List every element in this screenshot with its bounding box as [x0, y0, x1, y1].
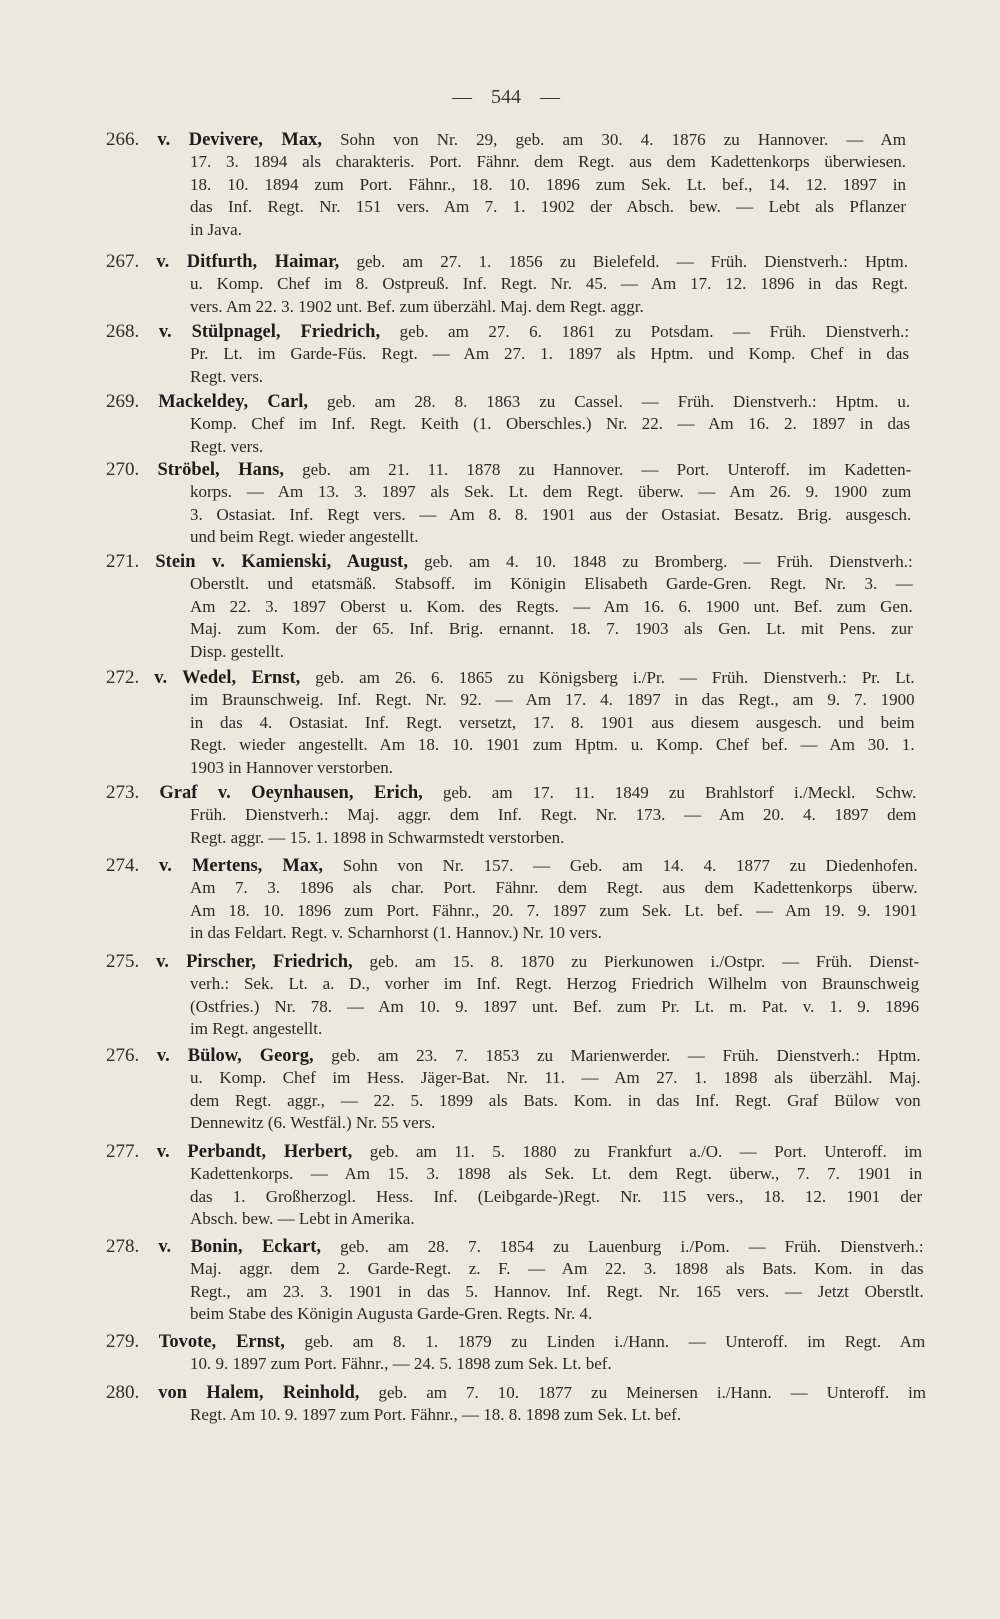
entry-first-line: [106, 129, 906, 151]
register-entry: [106, 251, 908, 318]
entry-number: 270.: [106, 459, 140, 480]
register-entry: [106, 551, 913, 663]
entry-text: geb. am 15. 8. 1870 zu Pierkunowen i./Ostpr. — Früh. Dienst-: [369, 952, 920, 971]
entry-number: 268.: [106, 321, 140, 342]
entry-line: Regt. vers.: [190, 436, 264, 456]
register-entry: [106, 459, 911, 549]
entry-line: in Java.: [190, 219, 242, 239]
entry-line: Regt. aggr. — 15. 1. 1898 in Schwarmstedt verstorben.: [190, 827, 565, 847]
entry-name: Tovote, Ernst,: [158, 1332, 285, 1352]
entry-first-line: [106, 251, 908, 273]
entry-line: verh.: Sek. Lt. a. D., vorher im Inf. Regt. Herzog Friedrich Wilhelm von Braunschweig: [190, 974, 920, 994]
entry-line: u. Komp. Chef im 8. Ostpreuß. Inf. Regt. Nr. 45. — Am 17. 12. 1896 in das Regt.: [190, 274, 908, 294]
entry-name: v. Devivere, Max,: [157, 130, 322, 150]
register-entry: [106, 782, 916, 849]
entry-name: v. Stülpnagel, Friedrich,: [158, 322, 381, 342]
entry-line: das Inf. Regt. Nr. 151 vers. Am 7. 1. 1902 der Absch. bew. — Lebt als Pflanzer: [190, 197, 906, 217]
entry-line: Maj. zum Kom. der 65. Inf. Brig. ernannt. 18. 7. 1903 als Gen. Lt. mit Pens. zur: [190, 619, 913, 639]
entry-line: Früh. Dienstverh.: Maj. aggr. dem Inf. Regt. Nr. 173. — Am 20. 4. 1897 dem: [190, 805, 917, 825]
register-entry: [106, 667, 915, 779]
entry-first-line: [106, 459, 911, 481]
entry-number: 274.: [106, 855, 140, 876]
entry-name: Graf v. Oeynhausen, Erich,: [159, 783, 423, 803]
entry-name: v. Bonin, Eckart,: [158, 1237, 322, 1257]
entry-number: 272.: [106, 667, 140, 688]
entry-first-line: [106, 1382, 926, 1404]
entry-text: Sohn von Nr. 29, geb. am 30. 4. 1876 zu Hannover. — Am: [340, 130, 907, 149]
entry-name: von Halem, Reinhold,: [158, 1383, 360, 1403]
entry-line: dem Regt. aggr., — 22. 5. 1899 als Bats. Kom. in das Inf. Regt. Graf Bülow von: [190, 1090, 921, 1110]
entry-line: Am 22. 3. 1897 Oberst u. Kom. des Regts. — Am 16. 6. 1900 unt. Bef. zum Gen.: [190, 596, 913, 616]
register-entry: [106, 855, 918, 945]
entry-number: 269.: [106, 391, 140, 412]
entry-name: v. Perbandt, Herbert,: [156, 1142, 353, 1162]
entry-line: vers. Am 22. 3. 1902 unt. Bef. zum überzähl. Maj. dem Regt. aggr.: [190, 296, 644, 316]
register-entry: [106, 951, 919, 1041]
entry-line: in das Feldart. Regt. v. Scharnhorst (1. Hannov.) Nr. 10 vers.: [190, 923, 602, 943]
entry-line: korps. — Am 13. 3. 1897 als Sek. Lt. dem Regt. überw. — Am 26. 9. 1900 zum: [190, 482, 912, 502]
entry-line: in das 4. Ostasiat. Inf. Regt. versetzt, 17. 8. 1901 aus diesem ausgesch. und beim: [190, 712, 915, 732]
entry-name: v. Bülow, Georg,: [156, 1046, 314, 1066]
entry-text: geb. am 28. 8. 1863 zu Cassel. — Früh. Dienstverh.: Hptm. u.: [326, 392, 911, 411]
register-entry: [106, 129, 906, 241]
entry-number: 275.: [106, 951, 140, 972]
entry-name: v. Ditfurth, Haimar,: [156, 252, 340, 272]
entry-name: v. Pirscher, Friedrich,: [156, 952, 353, 972]
entry-text: Sohn von Nr. 157. — Geb. am 14. 4. 1877 zu Diedenhofen.: [342, 856, 918, 875]
entry-text: geb. am 23. 7. 1853 zu Marienwerder. — Früh. Dienstverh.: Hptm.: [331, 1046, 921, 1065]
entry-line: 1903 in Hannover verstorben.: [190, 757, 394, 777]
entry-line: Maj. aggr. dem 2. Garde-Regt. z. F. — Am 22. 3. 1898 als Bats. Kom. in das: [190, 1259, 924, 1279]
entry-first-line: [106, 951, 919, 973]
entry-text: geb. am 4. 10. 1848 zu Bromberg. — Früh. Dienstverh.:: [424, 552, 913, 571]
entry-name: Ströbel, Hans,: [157, 460, 284, 480]
entry-first-line: [106, 321, 909, 343]
register-entry: [106, 1141, 922, 1231]
entry-line: im Regt. angestellt.: [190, 1019, 323, 1039]
entry-first-line: [106, 782, 916, 804]
entry-name: v. Mertens, Max,: [158, 856, 323, 876]
entry-line: beim Stabe des Königin Augusta Garde-Gren. Regts. Nr. 4.: [190, 1304, 593, 1324]
entry-text: geb. am 7. 10. 1877 zu Meinersen i./Hann. — Unteroff. im: [378, 1383, 927, 1402]
entry-line: 17. 3. 1894 als charakteris. Port. Fähnr. dem Regt. aus dem Kadettenkorps überwiesen.: [190, 152, 906, 172]
entry-line: Kadettenkorps. — Am 15. 3. 1898 als Sek. Lt. dem Regt. überw., 7. 7. 1901 in: [190, 1164, 923, 1184]
entry-line: Regt., am 23. 3. 1901 in das 5. Hannov. Inf. Regt. Nr. 165 vers. — Jetzt Oberstlt.: [190, 1281, 924, 1301]
entry-line: u. Komp. Chef im Hess. Jäger-Bat. Nr. 11. — Am 27. 1. 1898 als überzähl. Maj.: [190, 1068, 921, 1088]
entry-number: 279.: [106, 1331, 140, 1352]
register-entry: [106, 1045, 921, 1135]
entry-line: Am 7. 3. 1896 als char. Port. Fähnr. dem Regt. aus dem Kadettenkorps überw.: [190, 878, 918, 898]
entry-line: 3. Ostasiat. Inf. Regt vers. — Am 8. 8. 1901 aus der Ostasiat. Besatz. Brig. ausgesch.: [190, 504, 912, 524]
entry-line: das 1. Großherzogl. Hess. Inf. (Leibgarde-)Regt. Nr. 115 vers., 18. 12. 1901 der: [190, 1186, 923, 1206]
register-entry: [106, 1382, 926, 1427]
entry-line: Regt. wieder angestellt. Am 18. 10. 1901 zum Hptm. u. Komp. Chef bef. — Am 30. 1.: [190, 735, 915, 755]
entry-line: und beim Regt. wieder angestellt.: [190, 527, 419, 547]
entry-line: im Braunschweig. Inf. Regt. Nr. 92. — Am 17. 4. 1897 in das Regt., am 9. 7. 1900: [190, 690, 915, 710]
entry-first-line: [106, 551, 913, 573]
entry-number: 278.: [106, 1236, 140, 1257]
entry-number: 280.: [106, 1382, 140, 1403]
entry-line: Am 18. 10. 1896 zum Port. Fähnr., 20. 7. 1897 zum Sek. Lt. bef. — Am 19. 9. 1901: [190, 900, 918, 920]
entry-line: (Ostfries.) Nr. 78. — Am 10. 9. 1897 unt. Bef. zum Pr. Lt. m. Pat. v. 1. 9. 1896: [190, 996, 920, 1016]
register-entry: [106, 391, 910, 458]
entry-line: Pr. Lt. im Garde-Füs. Regt. — Am 27. 1. 1897 als Hptm. und Komp. Chef in das: [190, 344, 910, 364]
entry-number: 271.: [106, 551, 140, 572]
entry-line: Oberstlt. und etatsmäß. Stabsoff. im Königin Elisabeth Garde-Gren. Regt. Nr. 3. —: [190, 574, 913, 594]
register-entry: [106, 321, 909, 388]
register-entry: [106, 1331, 925, 1376]
entry-name: Mackeldey, Carl,: [158, 392, 309, 412]
entry-text: geb. am 27. 6. 1861 zu Potsdam. — Früh. Dienstverh.:: [399, 322, 910, 341]
entry-name: Stein v. Kamienski, August,: [155, 552, 408, 572]
entry-text: geb. am 28. 7. 1854 zu Lauenburg i./Pom. — Früh. Dienstverh.:: [340, 1237, 924, 1256]
entry-text: geb. am 26. 6. 1865 zu Königsberg i./Pr. — Früh. Dienstverh.: Pr. Lt.: [315, 668, 915, 687]
entry-number: 266.: [106, 129, 140, 150]
entry-text: geb. am 11. 5. 1880 zu Frankfurt a./O. — Port. Unteroff. im: [369, 1142, 923, 1161]
entry-number: 276.: [106, 1045, 140, 1066]
page-number: — 544 —: [452, 86, 560, 108]
entry-first-line: [106, 1141, 922, 1163]
entry-number: 267.: [106, 251, 140, 272]
entry-line: Regt. Am 10. 9. 1897 zum Port. Fähnr., — 18. 8. 1898 zum Sek. Lt. bef.: [190, 1405, 682, 1425]
entry-line: Absch. bew. — Lebt in Amerika.: [190, 1209, 415, 1229]
entry-line: Komp. Chef im Inf. Regt. Keith (1. Oberschles.) Nr. 22. — Am 16. 2. 1897 in das: [190, 414, 911, 434]
entry-line: 10. 9. 1897 zum Port. Fähnr., — 24. 5. 1898 zum Sek. Lt. bef.: [190, 1354, 612, 1374]
entry-first-line: [106, 1331, 925, 1353]
entry-first-line: [106, 391, 910, 413]
entry-first-line: [106, 1236, 924, 1258]
entry-first-line: [106, 1045, 921, 1067]
entry-line: Disp. gestellt.: [190, 641, 284, 661]
entry-line: Dennewitz (6. Westfäl.) Nr. 55 vers.: [190, 1113, 436, 1133]
entry-first-line: [106, 855, 918, 877]
entry-name: v. Wedel, Ernst,: [154, 668, 301, 688]
register-entry: [106, 1236, 924, 1326]
entry-number: 273.: [106, 782, 140, 803]
entry-text: geb. am 8. 1. 1879 zu Linden i./Hann. — Unteroff. im Regt. Am: [304, 1332, 926, 1351]
entry-line: 18. 10. 1894 zum Port. Fähnr., 18. 10. 1896 zum Sek. Lt. bef., 14. 12. 1897 in: [190, 174, 906, 194]
entry-text: geb. am 21. 11. 1878 zu Hannover. — Port. Unteroff. im Kadetten-: [302, 460, 912, 479]
entry-number: 277.: [106, 1141, 140, 1162]
entry-text: geb. am 27. 1. 1856 zu Bielefeld. — Früh. Dienstverh.: Hptm.: [356, 252, 908, 271]
entry-line: Regt. vers.: [190, 366, 264, 386]
entry-first-line: [106, 667, 915, 689]
entry-text: geb. am 17. 11. 1849 zu Brahlstorf i./Meckl. Schw.: [442, 783, 917, 802]
